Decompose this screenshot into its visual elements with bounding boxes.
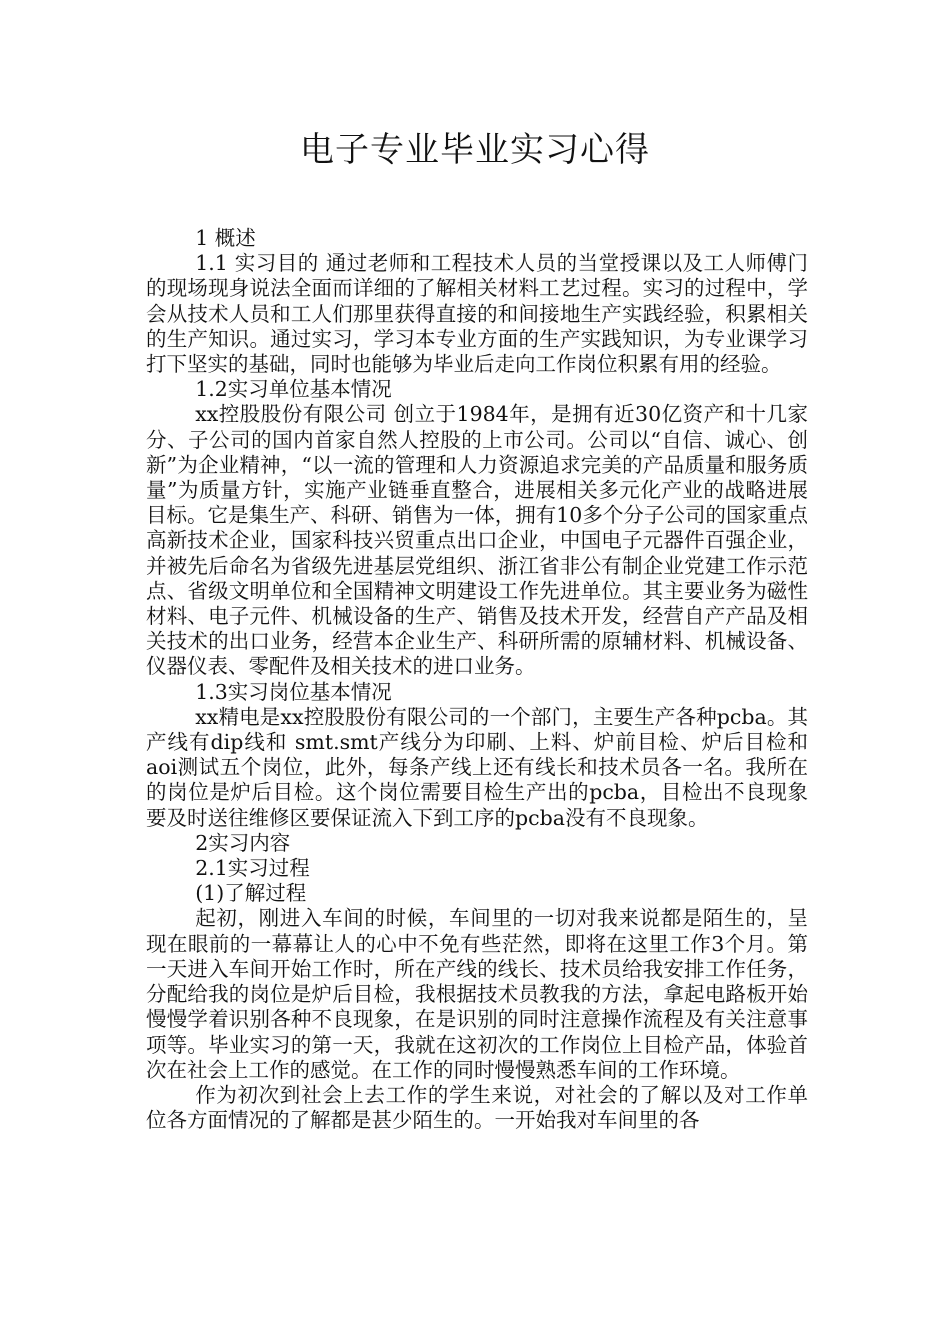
heading-internship-content: 2实习内容 [195, 830, 291, 855]
paragraph-position-info: xx精电是xx控股股份有限公司的一个部门，主要生产各种pcba。其产线有dip线和 smt.smt产线分为印刷、上料、炉前目检、炉后目检和aoi测试五个岗位，此外，每条产线上还有线长和技术员各一名。我所在的岗位是炉后目检。这个岗位需要目检生产出的pcba，目检出不良现象要及时送往维修区要保证流入下到工序的pcba没有不良现象。 [146, 704, 808, 830]
heading-understanding-process: (1)了解过程 [195, 881, 307, 906]
heading-internship-process: 2.1实习过程 [195, 856, 310, 881]
heading-company-info: 1.2实习单位基本情况 [195, 377, 392, 402]
paragraph-company-info: xx控股股份有限公司 创立于1984年，是拥有近30亿资产和十几家分、子公司的国内首家自然人控股的上市公司。公司以“自信、诚心、创新”为企业精神，“以一流的管理和人力资源追求完美的产品质量和服务质量”为质量方针，实施产业链垂直整合，进展相关多元化产业的战略进展目标。它是集生产、科研、销售为一体，拥有10多个分子公司的国家重点高新技术企业，国家科技兴贸重点出口企业，中国电子元器件百强企业， 并被先后命名为省级先进基层党组织、浙江省非公有制企业党建工作示范点、省级文明单位和全国精神文明建设工作先进单位。其主要业务为磁性材料、电子元件、机械设备的生产、销售及技术开发，经营自产产品及相关技术的出口业务，经营本企业生产、科研所需的原辅材料、机械设备、仪器仪表、零配件及相关技术的进口业务。 [146, 402, 808, 679]
paragraph-internship-purpose: 1.1 实习目的 通过老师和工程技术人员的当堂授课以及工人师傅门的现场现身说法全面而详细的了解相关材料工艺过程。实习的过程中，学会从技术人员和工人们那里获得直接的和间接地生产实践经验，积累相关的生产知识。通过实习，学习本专业方面的生产实践知识，为专业课学习打下坚实的基础，同时也能够为毕业后走向工作岗位积累有用的经验。 [146, 251, 808, 377]
document-title: 电子专业毕业实习心得 [300, 130, 650, 170]
paragraph-first-day: 起初，刚进入车间的时候，车间里的一切对我来说都是陌生的，呈现在眼前的一幕幕让人的心中不免有些茫然，即将在这里工作3个月。第一天进入车间开始工作时，所在产线的线长、技术员给我安排工作任务，分配给我的岗位是炉后目检，我根据技术员教我的方法，拿起电路板开始慢慢学着识别各种不良现象，在是识别的同时注意操作流程及有关注意事项等。毕业实习的第一天，我就在这初次的工作岗位上目检产品，体验首次在社会上工作的感觉。在工作的同时慢慢熟悉车间的工作环境。 [146, 906, 808, 1082]
paragraph-first-job: 作为初次到社会上去工作的学生来说，对社会的了解以及对工作单位各方面情况的了解都是甚少陌生的。一开始我对车间里的各 [146, 1082, 808, 1133]
heading-position-info: 1.3实习岗位基本情况 [195, 679, 392, 704]
heading-overview: 1 概述 [195, 226, 256, 250]
document-body [146, 226, 808, 1133]
